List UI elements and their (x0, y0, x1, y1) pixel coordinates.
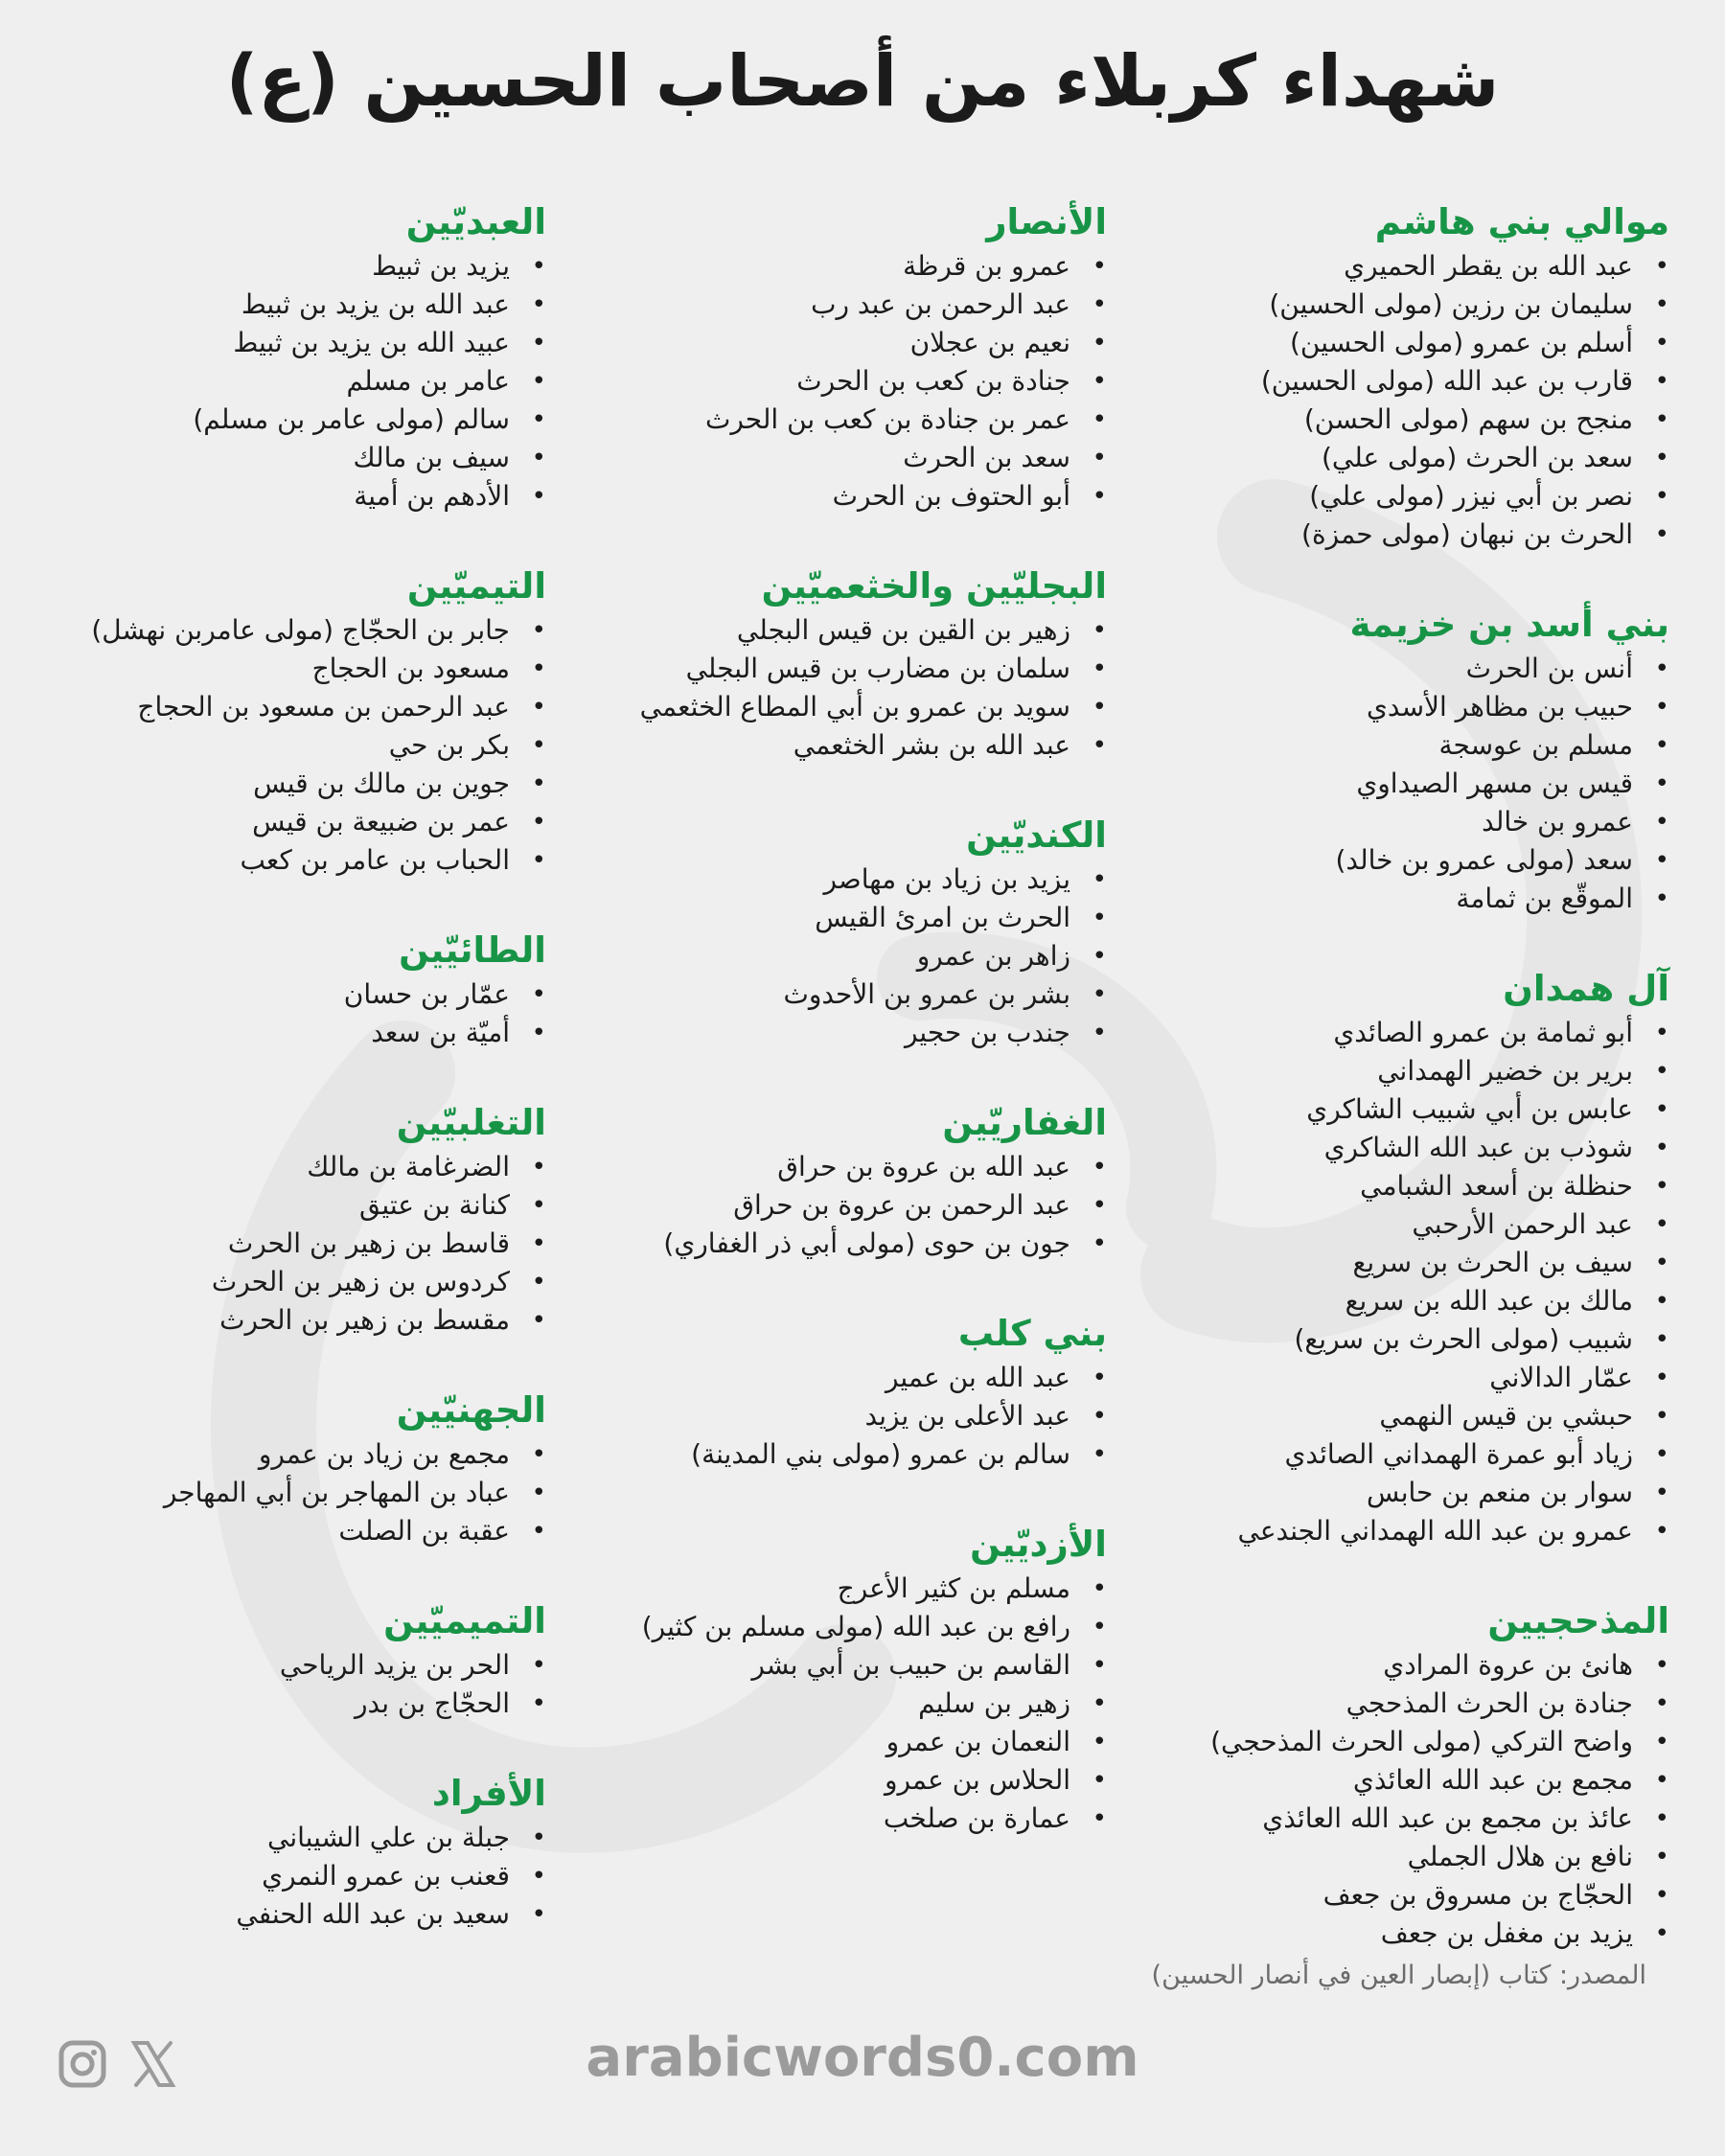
list-item: • قعنب بن عمرو النمري (10, 1857, 546, 1895)
list-item: • نصر بن أبي نيزر (مولى علي) (1114, 477, 1669, 516)
list-item: • الموقّع بن ثمامة (1114, 880, 1669, 918)
list-item: • عباد بن المهاجر بن أبي المهاجر (10, 1474, 546, 1512)
list-item: • جوين بن مالك بن قيس (10, 765, 546, 803)
list-item: • رافع بن عبد الله (مولى مسلم بن كثير) (570, 1608, 1107, 1646)
section (570, 563, 1107, 765)
list-item: • نافع بن هلال الجملي (1114, 1838, 1669, 1876)
section-title: التغلبيّين (396, 1102, 546, 1143)
section-title: الأفراد (431, 1773, 546, 1814)
list-item: • هانئ بن عروة المرادي (1114, 1646, 1669, 1685)
column-right (1114, 199, 1669, 2001)
list-item: • عمّار بن حسان (10, 975, 546, 1014)
list-item: • يزيد بن ثبيط (10, 247, 546, 286)
column-left (10, 199, 546, 1982)
name-list (1114, 1646, 1669, 1953)
list-item: • الحجّاج بن مسروق بن جعف (1114, 1876, 1669, 1915)
list-item: • بشر بن عمرو بن الأحدوث (570, 975, 1107, 1014)
list-item: • كردوس بن زهير بن الحرث (10, 1263, 546, 1301)
section (570, 199, 1107, 516)
list-item: • حنظلة بن أسعد الشبامي (1114, 1167, 1669, 1205)
list-item: • عبيد الله بن يزيد بن ثبيط (10, 324, 546, 362)
list-item: • عائذ بن مجمع بن عبد الله العائذي (1114, 1800, 1669, 1838)
list-item: • يزيد بن مغفل بن جعف (1114, 1915, 1669, 1953)
list-item: • سعد بن الحرث (570, 439, 1107, 477)
section (10, 1598, 546, 1723)
list-item: • عبد الله بن عروة بن حراق (570, 1148, 1107, 1186)
list-item: • جنادة بن الحرث المذحجي (1114, 1685, 1669, 1723)
list-item: • قارب بن عبد الله (مولى الحسين) (1114, 362, 1669, 401)
name-list (10, 611, 546, 880)
list-item: • عبد الله بن يزيد بن ثبيط (10, 286, 546, 324)
section (1114, 602, 1669, 918)
section-title: الكنديّين (966, 814, 1107, 856)
list-item: • مسلم بن كثير الأعرج (570, 1570, 1107, 1608)
list-item: • عمر بن ضبيعة بن قيس (10, 803, 546, 841)
website-url[interactable]: arabicwords0.com (586, 2027, 1139, 2089)
list-item: • مالك بن عبد الله بن سريع (1114, 1282, 1669, 1320)
name-list (10, 1819, 546, 1934)
list-item: • الحجّاج بن بدر (10, 1685, 546, 1723)
list-item: • قيس بن مسهر الصيداوي (1114, 765, 1669, 803)
list-item: • الحرث بن امرئ القيس (570, 899, 1107, 937)
list-item: • عمرو بن عبد الله الهمداني الجندعي (1114, 1512, 1669, 1550)
list-item: • سلمان بن مضارب بن قيس البجلي (570, 650, 1107, 688)
list-item: • حبيب بن مظاهر الأسدي (1114, 688, 1669, 726)
list-item: • أبو الحتوف بن الحرث (570, 477, 1107, 516)
list-item: • مسعود بن الحجاج (10, 650, 546, 688)
name-list (570, 611, 1107, 765)
list-item: • أسلم بن عمرو (مولى الحسين) (1114, 324, 1669, 362)
list-item: • كنانة بن عتيق (10, 1186, 546, 1225)
source-citation: المصدر: كتاب (إبصار العين في أنصار الحسين) (1151, 1961, 1646, 1990)
list-item: • زهير بن القين بن قيس البجلي (570, 611, 1107, 650)
list-item: • سعد بن الحرث (مولى علي) (1114, 439, 1669, 477)
list-item: • الحر بن يزيد الرياحي (10, 1646, 546, 1685)
list-item: • عبد الرحمن بن عبد رب (570, 286, 1107, 324)
list-item: • عمّار الدالاني (1114, 1359, 1669, 1397)
column-middle (570, 199, 1107, 1886)
list-item: • شبيب (مولى الحرث بن سريع) (1114, 1320, 1669, 1359)
list-item: • شوذب بن عبد الله الشاكري (1114, 1129, 1669, 1167)
list-item: • مجمع بن زياد بن عمرو (10, 1435, 546, 1474)
list-item: • القاسم بن حبيب بن أبي بشر (570, 1646, 1107, 1685)
name-list (10, 247, 546, 516)
section (10, 1100, 546, 1340)
section-title: العبديّين (405, 201, 546, 242)
name-list (10, 1646, 546, 1723)
list-item: • الحباب بن عامر بن كعب (10, 841, 546, 880)
list-item: • عقبة بن الصلت (10, 1512, 546, 1550)
list-item: • عابس بن أبي شبيب الشاكري (1114, 1090, 1669, 1129)
list-item: • جندب بن حجير (570, 1014, 1107, 1052)
section-title: موالي بني هاشم (1374, 201, 1669, 242)
list-item: • عمارة بن صلخب (570, 1800, 1107, 1838)
list-item: • واضح التركي (مولى الحرث المذحجي) (1114, 1723, 1669, 1761)
section (10, 928, 546, 1052)
name-list (1114, 650, 1669, 918)
list-item: • أبو ثمامة بن عمرو الصائدي (1114, 1014, 1669, 1052)
section (1114, 966, 1669, 1550)
instagram-icon[interactable] (58, 2039, 107, 2089)
list-item: • سليمان بن رزين (مولى الحسين) (1114, 286, 1669, 324)
section-title: البجليّين والخثعميّين (761, 565, 1107, 607)
name-list (1114, 247, 1669, 554)
list-item: • منجح بن سهم (مولى الحسن) (1114, 401, 1669, 439)
list-item: • قاسط بن زهير بن الحرث (10, 1225, 546, 1263)
section (10, 199, 546, 516)
section (1114, 199, 1669, 554)
section-title: المذحجيين (1487, 1600, 1669, 1641)
list-item: • سويد بن عمرو بن أبي المطاع الخثعمي (570, 688, 1107, 726)
list-item: • عمرو بن قرظة (570, 247, 1107, 286)
list-item: • النعمان بن عمرو (570, 1723, 1107, 1761)
section (10, 1388, 546, 1550)
name-list (570, 247, 1107, 516)
name-list (10, 975, 546, 1052)
list-item: • جبلة بن علي الشيباني (10, 1819, 546, 1857)
section (570, 1522, 1107, 1838)
list-item: • عمرو بن خالد (1114, 803, 1669, 841)
name-list (570, 860, 1107, 1052)
list-item: • نعيم بن عجلان (570, 324, 1107, 362)
list-item: • عبد الله بن عمير (570, 1359, 1107, 1397)
list-item: • زهير بن سليم (570, 1685, 1107, 1723)
section-title: آل همدان (1503, 968, 1669, 1009)
list-item: • عبد الله بن بشر الخثعمي (570, 726, 1107, 765)
list-item: • جابر بن الحجّاج (مولى عامربن نهشل) (10, 611, 546, 650)
section (570, 813, 1107, 1052)
list-item: • مقسط بن زهير بن الحرث (10, 1301, 546, 1340)
list-item: • الحلاس بن عمرو (570, 1761, 1107, 1800)
list-item: • بكر بن حي (10, 726, 546, 765)
list-item: • سيف بن الحرث بن سريع (1114, 1244, 1669, 1282)
list-item: • برير بن خضير الهمداني (1114, 1052, 1669, 1090)
list-item: • عبد الله بن يقطر الحميري (1114, 247, 1669, 286)
section-title: بني كلب (957, 1313, 1107, 1354)
name-list (1114, 1014, 1669, 1550)
list-item: • زاهر بن عمرو (570, 937, 1107, 975)
list-item: • عامر بن مسلم (10, 362, 546, 401)
section-title: الطائيّين (399, 929, 546, 971)
list-item: • سوار بن منعم بن حابس (1114, 1474, 1669, 1512)
section-title: بني أسد بن خزيمة (1349, 604, 1669, 645)
list-item: • أميّة بن سعد (10, 1014, 546, 1052)
list-item: • مجمع بن عبد الله العائذي (1114, 1761, 1669, 1800)
section-title: الغفاريّين (942, 1102, 1107, 1143)
list-item: • جون بن حوى (مولى أبي ذر الغفاري) (570, 1225, 1107, 1263)
name-list (570, 1148, 1107, 1263)
section-title: الجهنيّين (396, 1389, 546, 1431)
name-list (570, 1570, 1107, 1838)
section (10, 563, 546, 880)
section-title: الأنصار (986, 201, 1107, 242)
list-item: • سالم بن عمرو (مولى بني المدينة) (570, 1435, 1107, 1474)
name-list (10, 1148, 546, 1340)
name-list (10, 1435, 546, 1550)
list-item: • يزيد بن زياد بن مهاصر (570, 860, 1107, 899)
page-title: شهداء كربلاء من أصحاب الحسين (ع) (225, 40, 1500, 123)
list-item: • عبد الرحمن الأرحبي (1114, 1205, 1669, 1244)
section-title: التميميّين (383, 1600, 546, 1641)
list-item: • سعد (مولى عمرو بن خالد) (1114, 841, 1669, 880)
list-item: • سالم (مولى عامر بن مسلم) (10, 401, 546, 439)
section-title: الأزديّين (970, 1524, 1107, 1565)
name-list (570, 1359, 1107, 1474)
list-item: • سعيد بن عبد الله الحنفي (10, 1895, 546, 1934)
x-icon[interactable] (128, 2039, 178, 2089)
list-item: • جنادة بن كعب بن الحرث (570, 362, 1107, 401)
list-item: • عبد الرحمن بن عروة بن حراق (570, 1186, 1107, 1225)
section (570, 1100, 1107, 1263)
list-item: • الأدهم بن أمية (10, 477, 546, 516)
list-item: • مسلم بن عوسجة (1114, 726, 1669, 765)
section-title: التيميّين (406, 565, 546, 607)
list-item: • عبد الرحمن بن مسعود بن الحجاج (10, 688, 546, 726)
list-item: • عبد الأعلى بن يزيد (570, 1397, 1107, 1435)
list-item: • الضرغامة بن مالك (10, 1148, 546, 1186)
list-item: • حبشي بن قيس النهمي (1114, 1397, 1669, 1435)
list-item: • أنس بن الحرث (1114, 650, 1669, 688)
section (1114, 1598, 1669, 1953)
list-item: • عمر بن جنادة بن كعب بن الحرث (570, 401, 1107, 439)
list-item: • سيف بن مالك (10, 439, 546, 477)
section (570, 1311, 1107, 1474)
section (10, 1771, 546, 1934)
list-item: • زياد أبو عمرة الهمداني الصائدي (1114, 1435, 1669, 1474)
social-icons (58, 2039, 178, 2089)
list-item: • الحرث بن نبهان (مولى حمزة) (1114, 516, 1669, 554)
